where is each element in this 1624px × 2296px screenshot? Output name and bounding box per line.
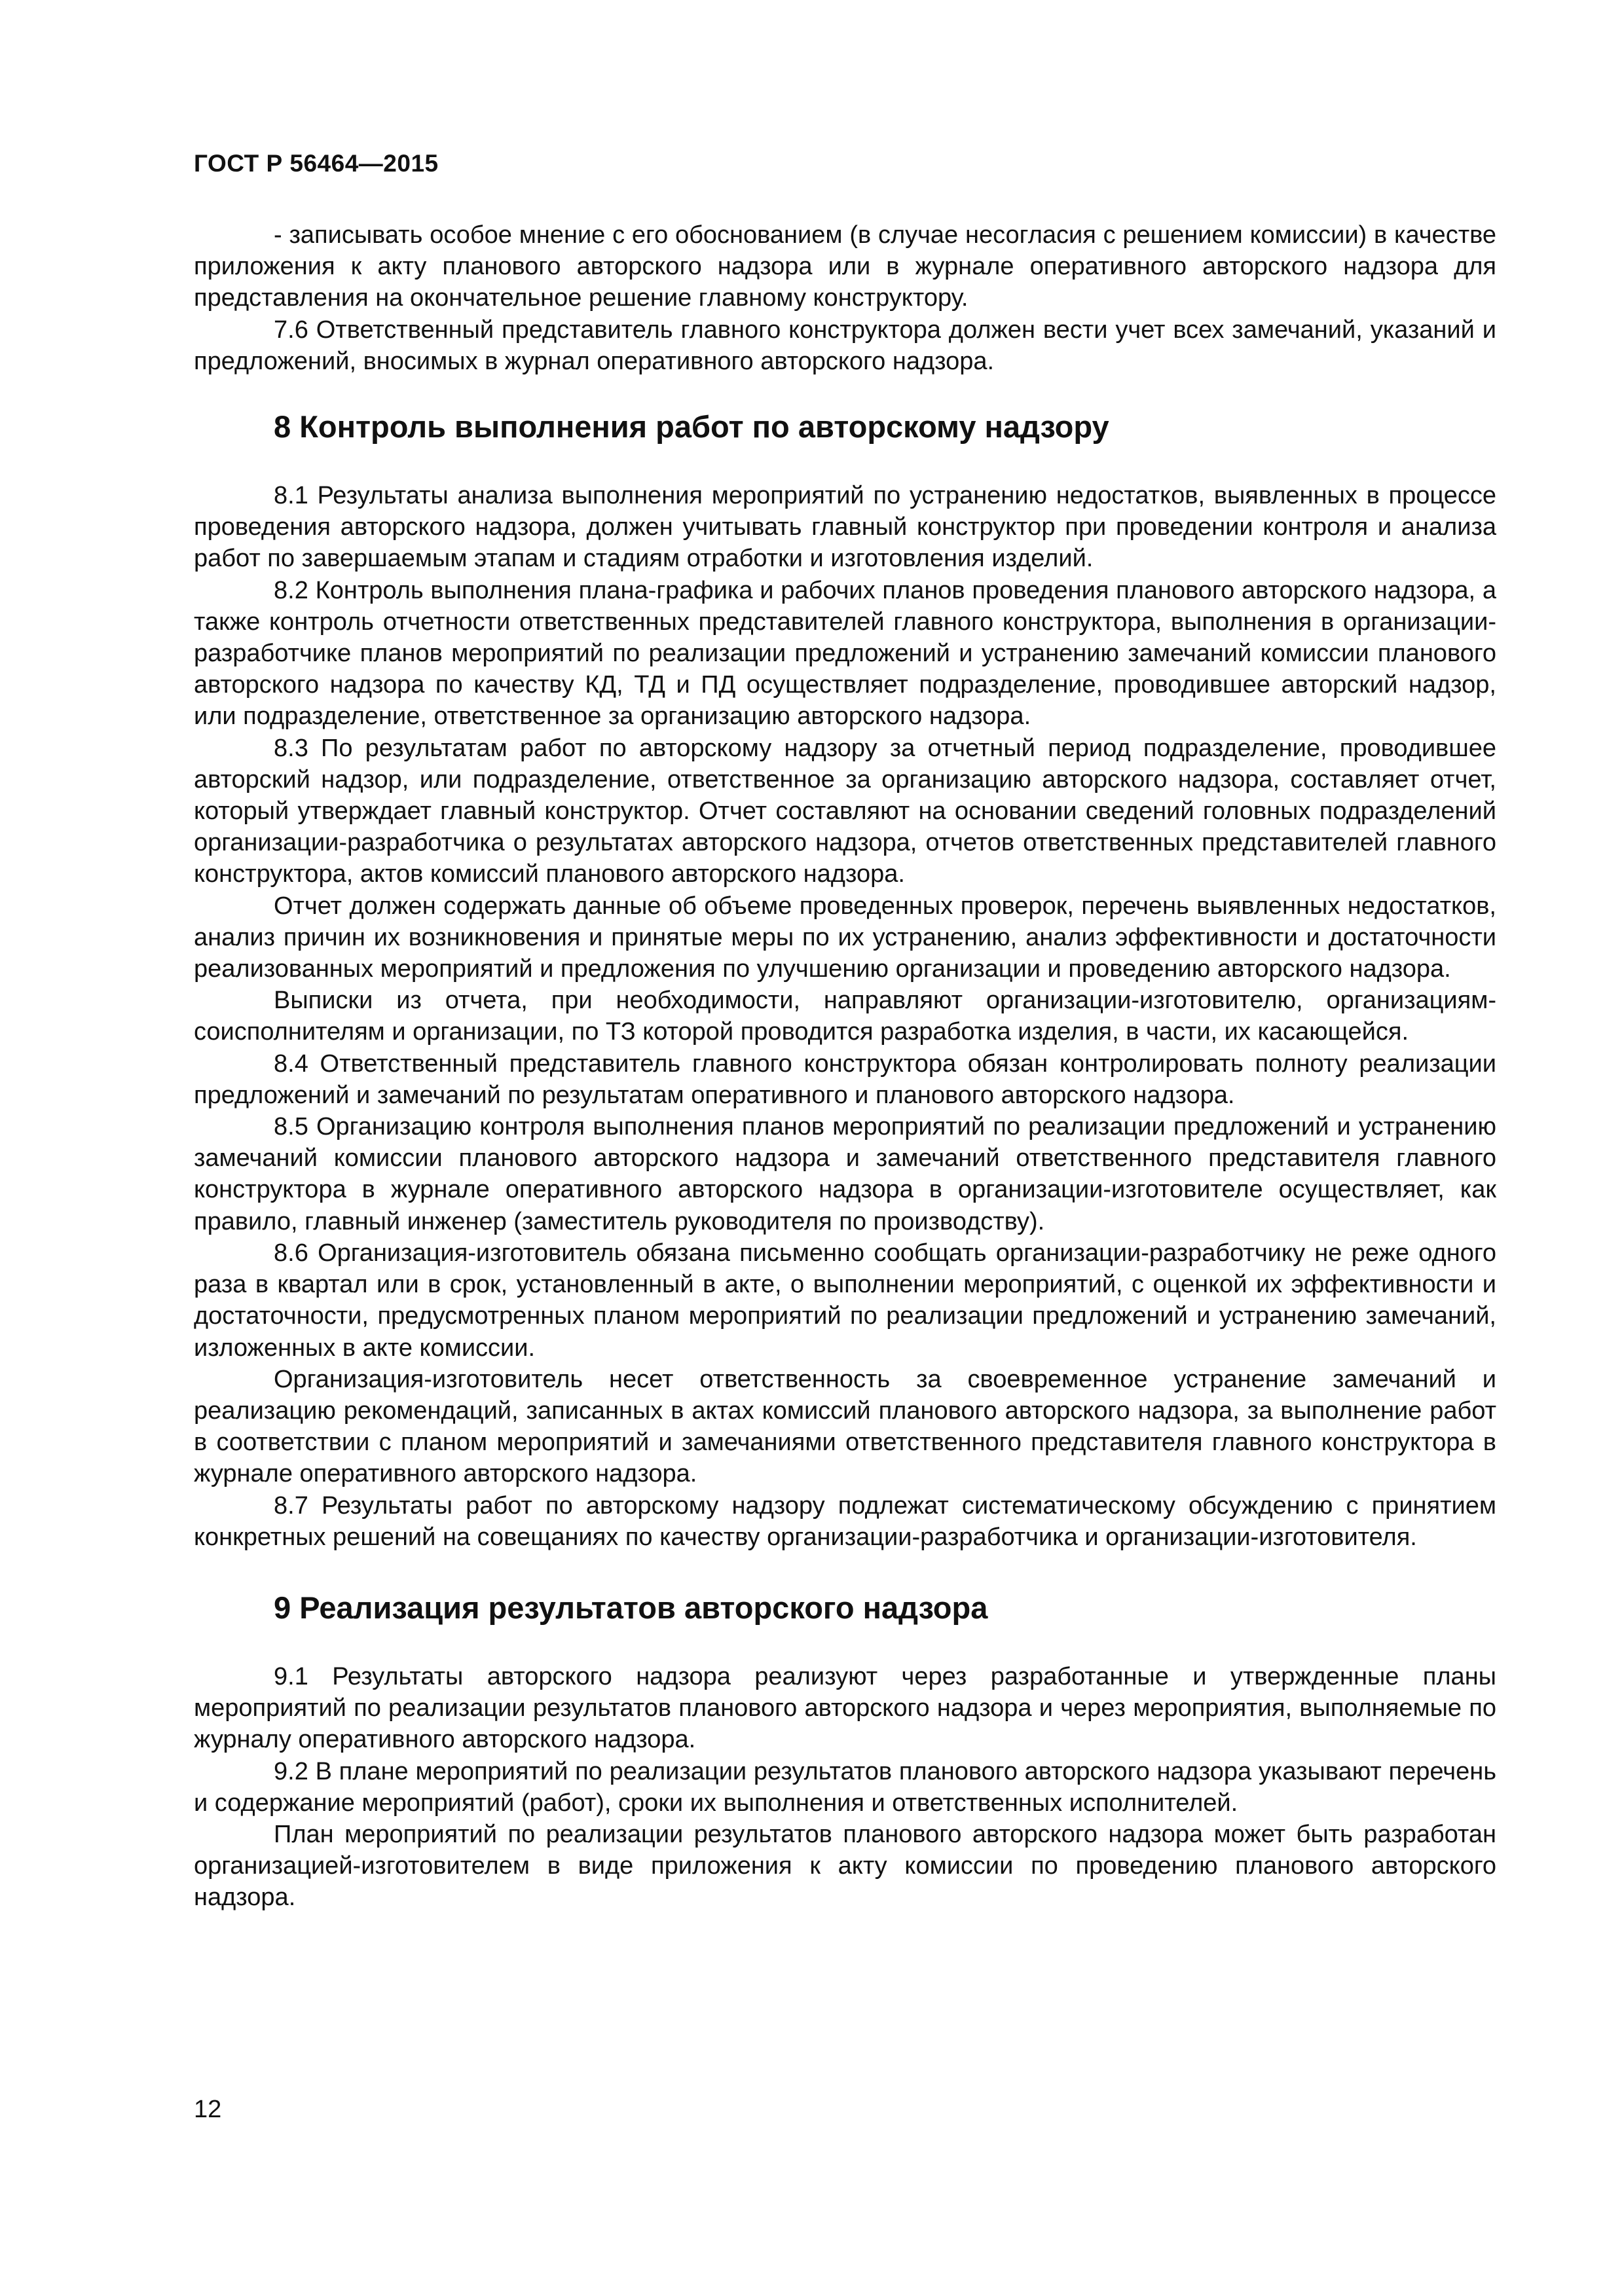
paragraph-9-2: 9.2 В плане мероприятий по реализации результатов планового авторского надзора указывают перечень и содержание мероприятий (работ), сроки их выполнения и ответственных исполнителей.	[194, 1757, 1496, 1817]
paragraph-8-3: 8.3 По результатам работ по авторскому надзору за отчетный период подразделение, проводившее авторский надзор, или подразделение, ответственное за организацию авторского надзора, составляет отчет, который утверждает главный конструктор. Отчет составляют на основании сведений головных подразделений организации-разработчика о результатах авторского надзора, отчетов ответственных представителей главного конструктора, актов комиссий планового авторского надзора.	[194, 734, 1496, 888]
paragraph-dissent-opinion: - записывать особое мнение с его обоснованием (в случае несогласия с решением комиссии) в качестве приложения к акту планового авторского надзора или в журнале оперативного авторского надзора для представления на окончательное решение главному конструктору.	[194, 221, 1496, 312]
section-8-title: 8 Контроль выполнения работ по авторскому надзору	[274, 409, 1109, 445]
paragraph-report-contents: Отчет должен содержать данные об объеме проведенных проверок, перечень выявленных недостатков, анализ причин их возникновения и принятые меры по их устранению, анализ эффективности и достаточности реализованных мероприятий и предложения по улучшению организации и проведению авторского надзора.	[194, 892, 1496, 983]
standard-header: ГОСТ Р 56464—2015	[194, 150, 439, 177]
paragraph-plan-development: План мероприятий по реализации результатов планового авторского надзора может быть разработан организацией-изготовителем в виде приложения к акту комиссии по проведению планового авторского надзора.	[194, 1820, 1496, 1912]
paragraph-8-6: 8.6 Организация-изготовитель обязана письменно сообщать организации-разработчику не реже одного раза в квартал или в срок, установленный в акте, о выполнении мероприятий, с оценкой их эффективности и достаточности, предусмотренных планом мероприятий по реализации предложений и устранению замечаний, изложенных в акте комиссии.	[194, 1239, 1496, 1362]
paragraph-7-6: 7.6 Ответственный представитель главного конструктора должен вести учет всех замечаний, указаний и предложений, вносимых в журнал оперативного авторского надзора.	[194, 316, 1496, 375]
paragraph-9-1: 9.1 Результаты авторского надзора реализуют через разработанные и утвержденные планы мероприятий по реализации результатов планового авторского надзора и через мероприятия, выполняемые по журналу оперативного авторского надзора.	[194, 1662, 1496, 1754]
page-content	[194, 219, 1496, 1914]
paragraph-8-1: 8.1 Результаты анализа выполнения мероприятий по устранению недостатков, выявленных в процессе проведения авторского надзора, должен учитывать главный конструктор при проведении контроля и анализа работ по завершаемым этапам и стадиям отработки и изготовления изделий.	[194, 482, 1496, 573]
paragraph-report-extracts: Выписки из отчета, при необходимости, направляют организации-изготовителю, организациям-соисполнителям и организации, по ТЗ которой проводится разработка изделия, в части, их касающейся.	[194, 987, 1496, 1046]
page-number: 12	[194, 2096, 222, 2123]
paragraph-8-4: 8.4 Ответственный представитель главного конструктора обязан контролировать полноту реализации предложений и замечаний по результатам оперативного и планового авторского надзора.	[194, 1049, 1496, 1109]
section-9-title: 9 Реализация результатов авторского надзора	[274, 1590, 988, 1625]
paragraph-8-7: 8.7 Результаты работ по авторскому надзору подлежат систематическому обсуждению с принятием конкретных решений на совещаниях по качеству организации-разработчика и организации-изготовителя.	[194, 1491, 1496, 1551]
paragraph-8-5: 8.5 Организацию контроля выполнения планов мероприятий по реализации предложений и устранению замечаний комиссии планового авторского надзора и замечаний ответственного представителя главного конструктора в журнале оперативного авторского надзора в организации-изготовителе осуществляет, как правило, главный инженер (заместитель руководителя по производству).	[194, 1113, 1496, 1235]
paragraph-8-2: 8.2 Контроль выполнения плана-графика и рабочих планов проведения планового авторского надзора, а также контроль отчетности ответственных представителей главного конструктора, выполнения в организации-разработчике планов мероприятий по реализации предложений и устранению замечаний комиссии планового авторского надзора по качеству КД, ТД и ПД осуществляет подразделение, проводившее авторский надзор, или подразделение, ответственное за организацию авторского надзора.	[194, 576, 1496, 731]
paragraph-manufacturer-responsibility: Организация-изготовитель несет ответственность за своевременное устранение замечаний и реализацию рекомендаций, записанных в актах комиссий планового авторского надзора, за выполнение работ в соответствии с планом мероприятий и замечаниями ответственного представителя главного конструктора в журнале оперативного авторского надзора.	[194, 1365, 1496, 1488]
